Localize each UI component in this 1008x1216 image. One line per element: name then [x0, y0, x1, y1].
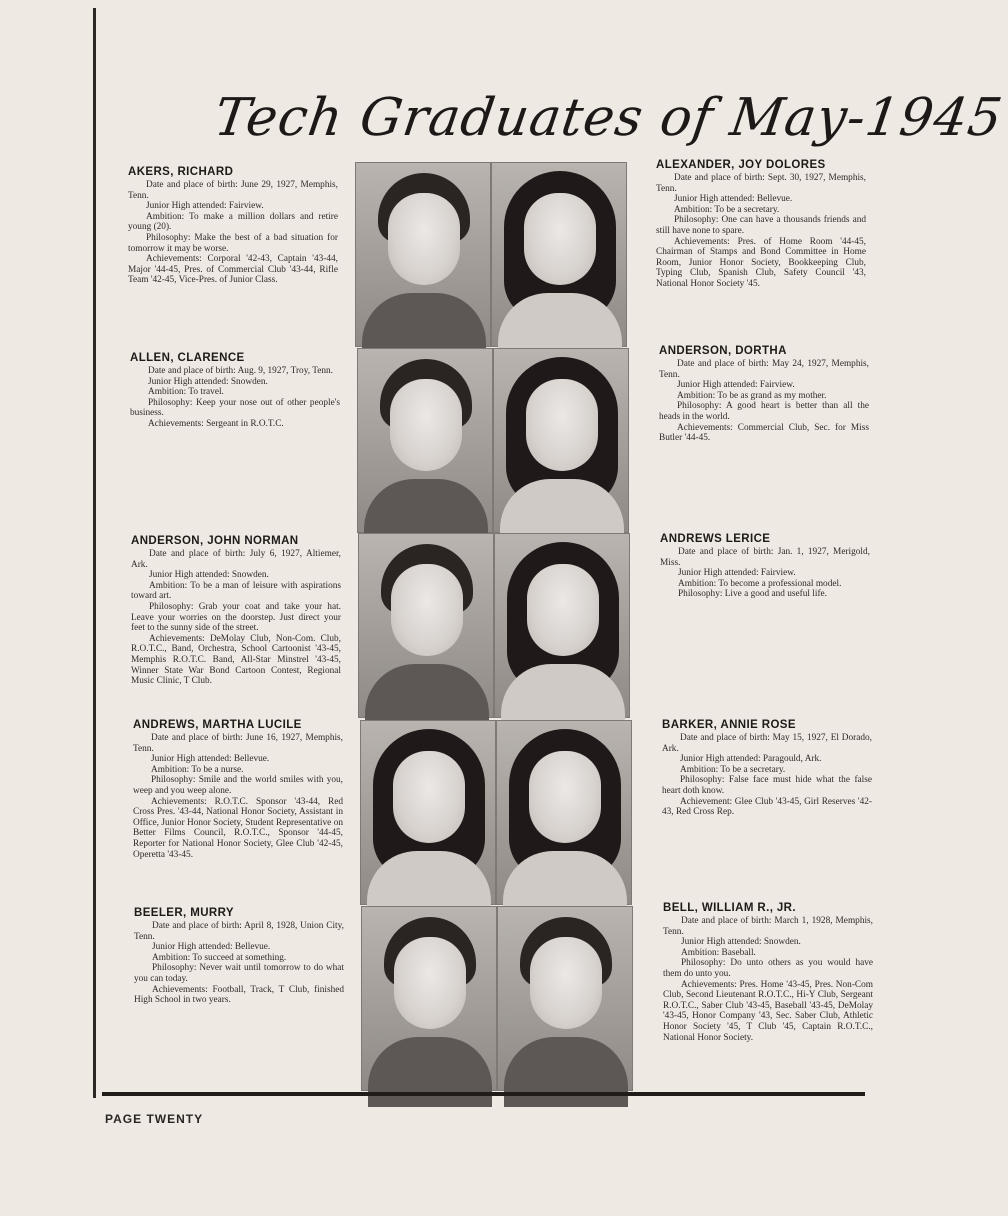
bio-line: Junior High attended: Fairview. — [677, 380, 795, 391]
bio-line: Philosophy: Live a good and useful life. — [678, 589, 827, 600]
photo-bell-william-r-jr — [497, 906, 633, 1091]
photo-beeler-murry — [361, 906, 497, 1091]
bio-line: Achievements: Commercial Club, Sec. for Miss Butler '44-45. — [659, 422, 869, 444]
bio-line: Date and place of birth: May 24, 1927, Memphis, Tenn. — [659, 359, 869, 380]
bio-line: Achievements: Pres. of Home Room '44-45, Chairman of Stamps and Bond Committee in Home Room, Junior Honor Society, Bookkeeping Club, Typing Club, Spanish Club, Safety Council '43, National Honor Society '45. — [656, 236, 866, 289]
bio-line: Junior High attended: Paragould, Ark. — [680, 754, 822, 765]
bio-line: Junior High attended: Bellevue. — [152, 942, 271, 953]
bio-line: Philosophy: Grab your coat and take your hat. Leave your worries on the doorstep. Just direct your feet to the sunny side of the street. — [131, 601, 341, 634]
graduate-name: BELL, WILLIAM R., JR. — [663, 902, 796, 914]
bio-line: Date and place of birth: April 8, 1928, Union City, Tenn. — [134, 921, 344, 942]
bio-line: Philosophy: False face must hide what the false heart doth know. — [662, 775, 872, 796]
bio-line: Date and place of birth: July 6, 1927, Altiemer, Ark. — [131, 549, 341, 570]
bio-barker-annie-rose — [662, 718, 872, 818]
photo-anderson-john-norman — [358, 533, 494, 718]
bio-line: Ambition: To make a million dollars and retire young (20). — [128, 211, 338, 233]
bio-akers-richard — [128, 165, 338, 286]
bio-line: Date and place of birth: June 29, 1927, Memphis, Tenn. — [128, 180, 338, 201]
bio-bell-william-r-jr — [663, 901, 873, 1043]
photo-anderson-dortha — [493, 348, 629, 533]
bio-anderson-john-norman — [131, 534, 341, 687]
bio-line: Philosophy: Do unto others as you would have them do unto you. — [663, 958, 873, 979]
bio-line: Date and place of birth: May 15, 1927, El Dorado, Ark. — [662, 733, 872, 754]
bio-line: Date and place of birth: March 1, 1928, Memphis, Tenn. — [663, 916, 873, 937]
bottom-border-rule — [102, 1092, 865, 1096]
bio-line: Philosophy: Smile and the world smiles with you, weep and you weep alone. — [133, 775, 343, 796]
bio-line: Junior High attended: Bellevue. — [674, 194, 793, 205]
graduate-name: ANDREWS LERICE — [660, 533, 771, 545]
bio-line: Ambition: To travel. — [148, 387, 224, 398]
bio-line: Achievements: Corporal '42-43, Captain '43-44, Major '44-45, Pres. of Commercial Club '43-44, Rifle Team '42-45, Vice-Pres. of Junior Class. — [128, 254, 338, 286]
bio-line: Philosophy: Make the best of a bad situation for tomorrow it may be worse. — [128, 232, 338, 254]
bio-line: Ambition: To be a secretary. — [674, 204, 780, 215]
bio-anderson-dortha — [659, 344, 869, 444]
bio-line: Junior High attended: Snowden. — [149, 570, 269, 581]
bio-line: Philosophy: Keep your nose out of other people's business. — [130, 397, 340, 419]
page-title: Tech Graduates of May-1945 — [210, 88, 1007, 148]
bio-andrews-lerice — [660, 532, 870, 600]
bio-line: Philosophy: A good heart is better than all the heads in the world. — [659, 401, 869, 422]
bio-allen-clarence — [130, 351, 340, 430]
photo-barker-annie-rose — [496, 720, 632, 905]
bio-line: Achievements: Sergeant in R.O.T.C. — [148, 418, 284, 429]
bio-line: Ambition: To be as grand as my mother. — [677, 390, 827, 401]
bio-line: Ambition: To be a nurse. — [151, 764, 244, 775]
bio-line: Ambition: Baseball. — [681, 947, 756, 958]
bio-line: Ambition: To be a man of leisure with aspirations toward art. — [131, 580, 341, 602]
photo-allen-clarence — [357, 348, 493, 533]
photo-akers-richard — [355, 162, 491, 347]
graduate-name: ANDREWS, MARTHA LUCILE — [133, 719, 302, 731]
bio-line: Ambition: To be a secretary. — [680, 764, 786, 775]
bio-line: Achievement: Glee Club '43-45, Girl Reserves '42-43, Red Cross Rep. — [662, 796, 872, 818]
graduate-name: BEELER, MURRY — [134, 907, 234, 919]
graduate-name: BARKER, ANNIE ROSE — [662, 719, 796, 731]
bio-line: Date and place of birth: Sept. 30, 1927, Memphis, Tenn. — [656, 173, 866, 194]
page-number: PAGE TWENTY — [105, 1112, 204, 1126]
bio-line: Junior High attended: Bellevue. — [151, 754, 270, 765]
bio-line: Junior High attended: Snowden. — [148, 376, 268, 387]
bio-beeler-murry — [134, 906, 344, 1006]
graduate-name: ALEXANDER, JOY DOLORES — [656, 159, 826, 171]
bio-andrews-martha-lucile — [133, 718, 343, 860]
bio-line: Date and place of birth: Aug. 9, 1927, Troy, Tenn. — [148, 366, 334, 376]
bio-line: Ambition: To succeed at something. — [152, 952, 287, 963]
bio-line: Philosophy: One can have a thousands friends and still have none to spare. — [656, 215, 866, 236]
bio-line: Junior High attended: Fairview. — [146, 201, 264, 212]
bio-line: Achievements: DeMolay Club, Non-Com. Club, R.O.T.C., Band, Orchestra, School Cartoonist '43-45, Memphis R.O.T.C. Band, All-Star Minstrel '43-45, Winner State War Bond Cartoon Contest, Regional Music Clinic, T Club. — [131, 633, 341, 687]
graduate-name: AKERS, RICHARD — [128, 166, 234, 178]
photo-andrews-lerice — [494, 533, 630, 718]
bio-line: Junior High attended: Fairview. — [678, 568, 796, 579]
bio-line: Achievements: Football, Track, T Club, finished High School in two years. — [134, 984, 344, 1006]
bio-line: Date and place of birth: Jan. 1, 1927, Merigold, Miss. — [660, 547, 870, 568]
bio-line: Achievements: Pres. Home '43-45, Pres. Non-Com Club, Second Lieutenant R.O.T.C., Hi-Y Club, Sergeant R.O.T.C., Saber Club '43-45, Baseball '43-45, DeMolay '43-45, Honor Company '43, Sec. Saber Club, Athletic Honor Society '45, T Club '45, Captain R.O.T.C., National Honor Society. — [663, 979, 873, 1043]
photo-andrews-martha-lucile — [360, 720, 496, 905]
left-border-rule — [93, 8, 96, 1098]
graduate-name: ANDERSON, JOHN NORMAN — [131, 535, 299, 547]
bio-alexander-joy-dolores — [656, 158, 866, 290]
bio-line: Date and place of birth: June 16, 1927, Memphis, Tenn. — [133, 733, 343, 754]
bio-line: Junior High attended: Snowden. — [681, 937, 801, 948]
graduate-name: ALLEN, CLARENCE — [130, 352, 245, 364]
photo-alexander-joy-dolores — [491, 162, 627, 347]
bio-line: Philosophy: Never wait until tomorrow to do what you can today. — [134, 963, 344, 984]
graduate-name: ANDERSON, DORTHA — [659, 345, 787, 357]
bio-line: Ambition: To become a professional model. — [678, 578, 842, 589]
bio-line: Achievements: R.O.T.C. Sponsor '43-44, Red Cross Pres. '43-44, National Honor Society, Assistant in Office, Junior Honor Society, Student Representative on Better Films Council, R.O.T.C., Sponsor '44-45, Reporter for National Honor Society, Glee Club '42-45, Operetta '43-45. — [133, 796, 343, 860]
